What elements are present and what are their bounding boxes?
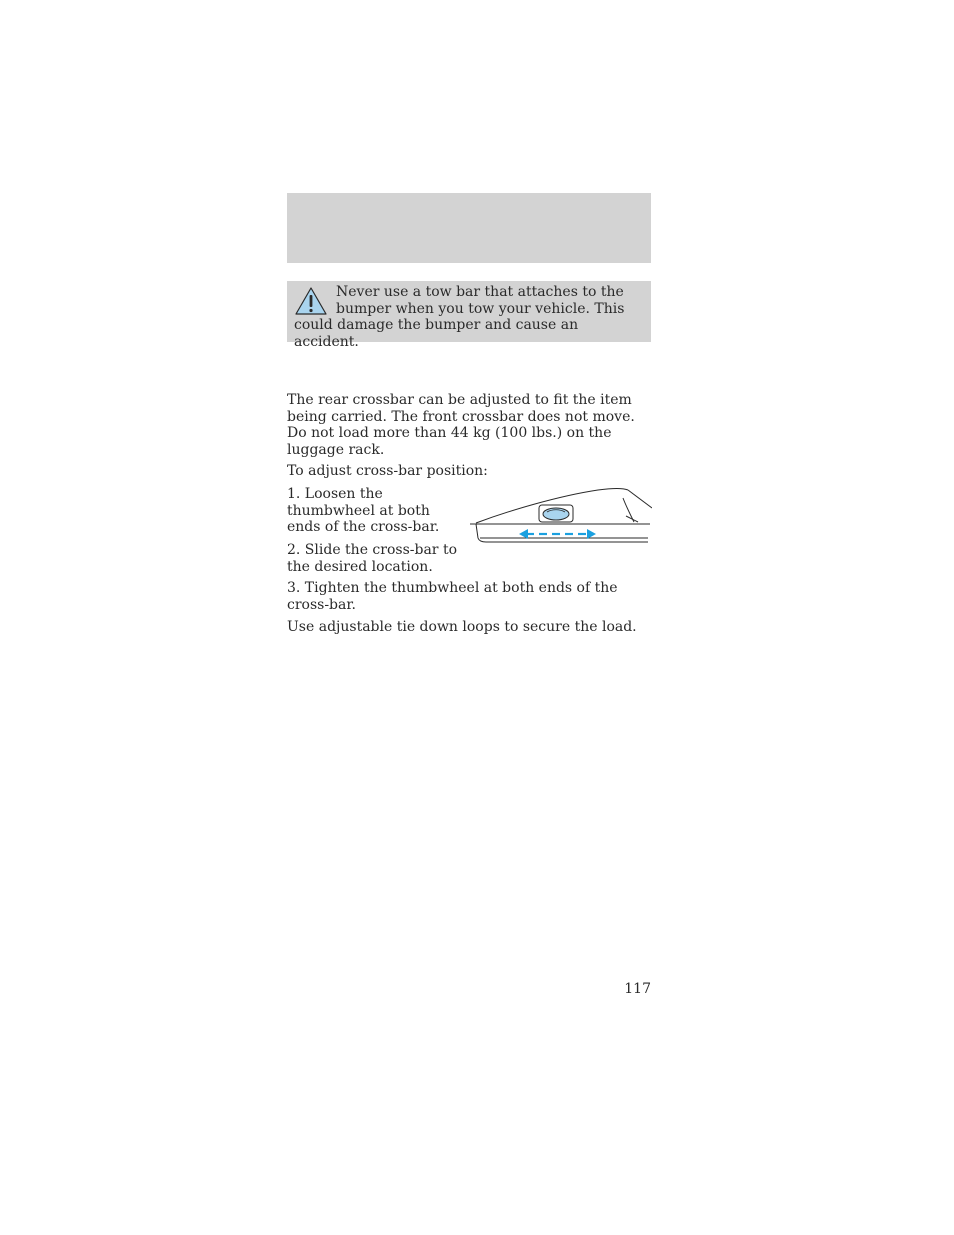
warning-text: Never use a tow bar that attaches to the bumper when you tow your vehicle. This could damage the bumper and cause an accident. xyxy=(294,284,625,350)
adjust-heading: To adjust cross-bar position: xyxy=(287,463,488,479)
step-1-text: 1. Loosen the thumbwheel at both ends of the cross-bar. xyxy=(287,486,440,535)
tie-down-text: Use adjustable tie down loops to secure the load. xyxy=(287,619,637,635)
intro-paragraph: The rear crossbar can be adjusted to fit the item being carried. The front crossbar does not move. Do not load more than 44 kg (100 lbs.) on the luggage rack. xyxy=(287,392,635,458)
step-3-text: 3. Tighten the thumbwheel at both ends of the cross-bar. xyxy=(287,580,618,613)
page-number: 117 xyxy=(624,981,651,997)
warning-box xyxy=(287,281,651,350)
section-header-band xyxy=(287,193,651,263)
thumbwheel-icon xyxy=(539,505,573,522)
step-2-text: 2. Slide the cross-bar to the desired location. xyxy=(287,542,457,575)
crossbar-adjustment-illustration xyxy=(468,486,652,548)
